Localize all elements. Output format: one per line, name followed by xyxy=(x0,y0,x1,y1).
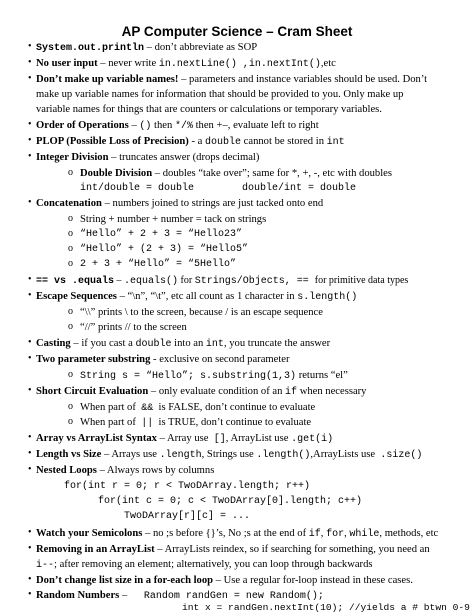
bullet-icon: • xyxy=(28,527,32,538)
item-substring: Two parameter substring - exclusive on second parameter xyxy=(36,354,290,365)
item-random-numbers: Random Numbers – Random randGen = new Random(); xyxy=(36,590,324,602)
item-removing-arraylist-line2: i--; after removing an element; alternatively, you can loop through backwards xyxy=(36,559,373,571)
item-plop: PLOP (Possible Loss of Precision) - a double cannot be stored in int xyxy=(36,136,345,148)
item-variable-names-line2: make up variable names for information that should be provided to you. Only make up xyxy=(36,89,404,100)
substring-example: String s = “Hello”; s.substring(1,3) returns “el” xyxy=(80,370,348,382)
double-division-code: int/double = double double/int = double xyxy=(80,183,357,194)
escape-backslash: “\\” prints \ to the screen, because / is an escape sequence xyxy=(80,307,323,318)
sub-bullet-icon: o xyxy=(68,228,73,239)
item-variable-names: Don’t make up variable names! – parameters and instance variables should be used. Don’t xyxy=(36,74,428,85)
sub-bullet-icon: o xyxy=(68,167,73,178)
item-casting: Casting – if you cast a double into an int, you truncate the answer xyxy=(36,338,331,350)
item-removing-arraylist: Removing in an ArrayList – ArrayLists reindex, so if searching for something, you need an xyxy=(36,544,430,555)
sub-bullet-icon: o xyxy=(68,243,73,254)
bullet-icon: • xyxy=(28,135,32,146)
nested-loop-code-1: for(int r = 0; r < TwoDArray.length; r++) xyxy=(64,481,311,492)
sub-bullet-icon: o xyxy=(68,401,73,412)
bullet-icon: • xyxy=(28,290,32,301)
item-order-of-operations: Order of Operations – () then */% then +–, evaluate left to right xyxy=(36,120,319,132)
nested-loop-code-3: TwoDArray[r][c] = ... xyxy=(124,511,251,522)
item-variable-names-line3: variable names for things that are counters or calculations or temporary variables. xyxy=(36,104,382,115)
sub-bullet-icon: o xyxy=(68,213,73,224)
bullet-icon: • xyxy=(28,385,32,396)
bullet-icon: • xyxy=(28,73,32,84)
sub-bullet-icon: o xyxy=(68,416,73,427)
bullet-icon: • xyxy=(28,151,32,162)
sub-bullet-icon: o xyxy=(68,321,73,332)
item-short-circuit: Short Circuit Evaluation – only evaluate condition of an if when necessary xyxy=(36,386,367,398)
nested-loop-code-2: for(int c = 0; c < TwoDArray[0].length; c++) xyxy=(98,496,363,507)
bullet-icon: • xyxy=(28,119,32,130)
item-length-vs-size: Length vs Size – Arrays use .length, Strings use .length(),ArrayLists use .size() xyxy=(36,449,423,461)
item-nested-loops: Nested Loops – Always rows by columns xyxy=(36,465,215,476)
item-list-size: Don’t change list size in a for-each loop – Use a regular for-loop instead in these cases. xyxy=(36,575,413,586)
bullet-icon: • xyxy=(28,41,32,52)
item-double-division: Double Division – doubles “take over”; same for *, +, -, etc with doubles xyxy=(80,168,392,179)
bullet-icon: • xyxy=(28,464,32,475)
bullet-icon: • xyxy=(28,543,32,554)
item-array-syntax: Array vs ArrayList Syntax – Array use [], ArrayList use .get(i) xyxy=(36,433,334,445)
item-no-input: No user input – never write in.nextLine() ,in.nextInt(),etc xyxy=(36,58,336,70)
item-sop: System.out.println – don’t abbreviate as SOP xyxy=(36,42,258,54)
bullet-icon: • xyxy=(28,353,32,364)
concat-example-2: “Hello” + (2 + 3) = “Hello5” xyxy=(80,244,249,255)
item-integer-division: Integer Division – truncates answer (drops decimal) xyxy=(36,152,260,163)
escape-slash: “//” prints // to the screen xyxy=(80,322,187,333)
item-escape-sequences: Escape Sequences – “\n”, “\t”, etc all count as 1 character in s.length() xyxy=(36,291,358,303)
random-code-2: int x = randGen.nextInt(10); //yields a # btwn 0-9 xyxy=(182,602,470,613)
bullet-icon: • xyxy=(28,274,32,285)
short-circuit-and: When part of && is FALSE, don’t continue to evaluate xyxy=(80,402,316,414)
short-circuit-or: When part of || is TRUE, don’t continue to evaluate xyxy=(80,417,312,429)
page-title: AP Computer Science – Cram Sheet xyxy=(121,24,353,39)
concat-example-3: 2 + 3 + “Hello” = “5Hello” xyxy=(80,259,237,270)
sub-bullet-icon: o xyxy=(68,258,73,269)
bullet-icon: • xyxy=(28,337,32,348)
item-equals: == vs .equals – .equals() for Strings/Objects, == for primitive data types xyxy=(36,275,409,287)
bullet-icon: • xyxy=(28,574,32,585)
concat-rule: String + number + number = tack on strings xyxy=(80,214,267,225)
item-semicolons: Watch your Semicolons – no ;s before {}’s, No ;s at the end of if, for, while, methods, etc xyxy=(36,528,439,540)
bullet-icon: • xyxy=(28,432,32,443)
sub-bullet-icon: o xyxy=(68,306,73,317)
bullet-icon: • xyxy=(28,448,32,459)
bullet-icon: • xyxy=(28,197,32,208)
sub-bullet-icon: o xyxy=(68,369,73,380)
concat-example-1: “Hello” + 2 + 3 = “Hello23” xyxy=(80,229,243,240)
bullet-icon: • xyxy=(28,57,32,68)
bullet-icon: • xyxy=(28,589,32,600)
item-concatenation: Concatenation – numbers joined to strings are just tacked onto end xyxy=(36,198,324,209)
